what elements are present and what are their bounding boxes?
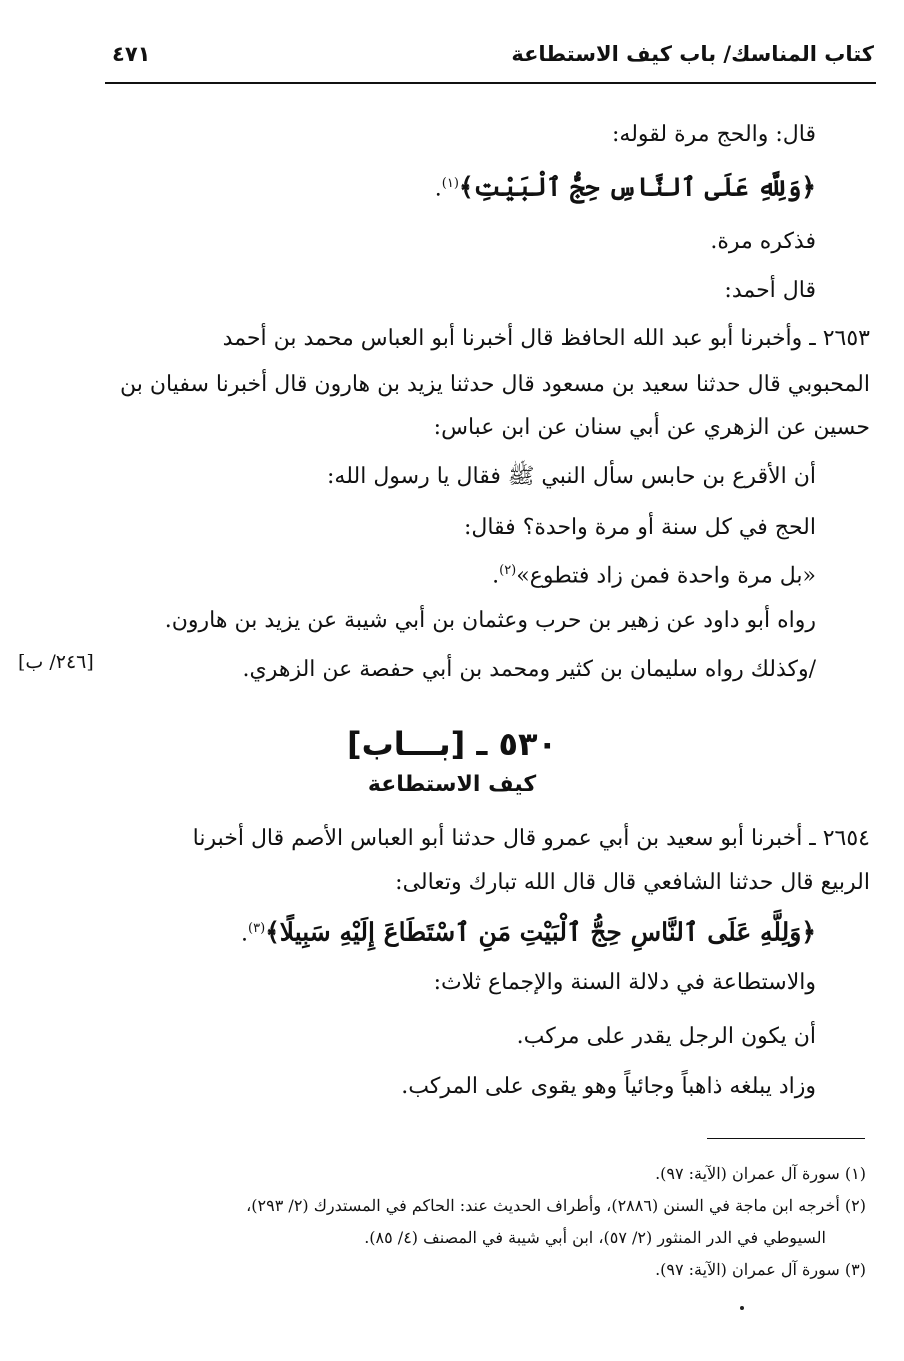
text-line: والاستطاعة في دلالة السنة والإجماع ثلاث: — [433, 970, 816, 995]
text-line — [0, 554, 904, 593]
chapter-number — [0, 722, 904, 771]
text-line: فذكره مرة. — [710, 229, 816, 254]
print-speck — [740, 1306, 744, 1310]
hadith-2653-line: ٢٦٥٣ ـ وأخبرنا أبو عبد الله الحافظ قال أخبرنا أبو العباس محمد بن أحمد — [222, 326, 870, 351]
footnote-2: (٢) أخرجه ابن ماجة في السنن (٢٨٨٦)، وأطراف الحديث عند: الحاكم في المستدرك (٢/ ٢٩٣)، — [246, 1196, 866, 1215]
footnote-2-continued: السيوطي في الدر المنثور (٢/ ٥٧)، ابن أبي شيبة في المصنف (٤/ ٨٥). — [364, 1228, 826, 1247]
hadith-quote: «بل مرة واحدة فمن زاد فتطوع» — [516, 563, 816, 589]
quran-verse-line — [0, 167, 904, 206]
text-line: رواه أبو داود عن زهير بن حرب وعثمان بن أبي شيبة عن يزيد بن هارون. — [164, 608, 816, 633]
running-header-title: كتاب المناسك/ باب كيف الاستطاعة — [511, 42, 874, 66]
text-line: الحج في كل سنة أو مرة واحدة؟ فقال: — [463, 515, 816, 540]
header-rule — [105, 82, 876, 84]
text-line: /وكذلك رواه سليمان بن كثير ومحمد بن أبي حفصة عن الزهري. — [242, 657, 816, 682]
footnote-3: (٣) سورة آل عمران (الآية: ٩٧). — [655, 1260, 866, 1279]
text-line: أن الأقرع بن حابس سأل النبي ﷺ فقال يا رسول الله: — [327, 464, 816, 489]
text-line: حسين عن الزهري عن أبي سنان عن ابن عباس: — [433, 415, 870, 440]
quran-verse: ﴿وَلِلَّهِ عَلَى ٱلنَّاسِ حِجُّ ٱلْبَيْتِ مَنِ ٱسْتَطَاعَ إِلَيْهِ سَبِيلًا﴾ — [265, 917, 816, 947]
punctuation: . — [492, 563, 500, 589]
footnote-1: (١) سورة آل عمران (الآية: ٩٧). — [655, 1164, 866, 1183]
text-line: أن يكون الرجل يقدر على مركب. — [516, 1024, 816, 1049]
chapter-title — [0, 768, 904, 802]
footnote-ref: (٣) — [248, 921, 266, 936]
text-line: المحبوبي قال حدثنا سعيد بن مسعود قال حدثنا يزيد بن هارون قال أخبرنا سفيان بن — [120, 372, 870, 397]
text-line: قال: والحج مرة لقوله: — [612, 122, 816, 147]
manuscript-folio-note: [٢٤٦/ ب] — [18, 651, 94, 673]
chapter-number-text: ٥٣٠ ـ [بـــاب] — [346, 725, 558, 763]
quran-verse: ﴿وَلِلَّهِ عَلَى ٱلنَّاسِ حِجُّ ٱلْبَيْتِ﴾ — [458, 172, 816, 202]
footnote-ref: (٢) — [499, 563, 517, 578]
footnote-ref: (١) — [441, 176, 459, 191]
footnote-rule — [707, 1138, 865, 1139]
page-number: ٤٧١ — [112, 42, 151, 66]
text-line: وزاد يبلغه ذاهباً وجائياً وهو يقوى على المركب. — [401, 1074, 816, 1099]
chapter-title-text: كيف الاستطاعة — [367, 772, 537, 797]
text-line: الربيع قال حدثنا الشافعي قال قال الله تبارك وتعالى: — [395, 870, 870, 895]
hadith-2654-line: ٢٦٥٤ ـ أخبرنا أبو سعيد بن أبي عمرو قال حدثنا أبو العباس الأصم قال أخبرنا — [192, 826, 870, 851]
punctuation: . — [434, 176, 442, 202]
quran-verse-line — [0, 912, 904, 951]
punctuation: . — [241, 921, 249, 947]
text-line: قال أحمد: — [724, 278, 816, 303]
